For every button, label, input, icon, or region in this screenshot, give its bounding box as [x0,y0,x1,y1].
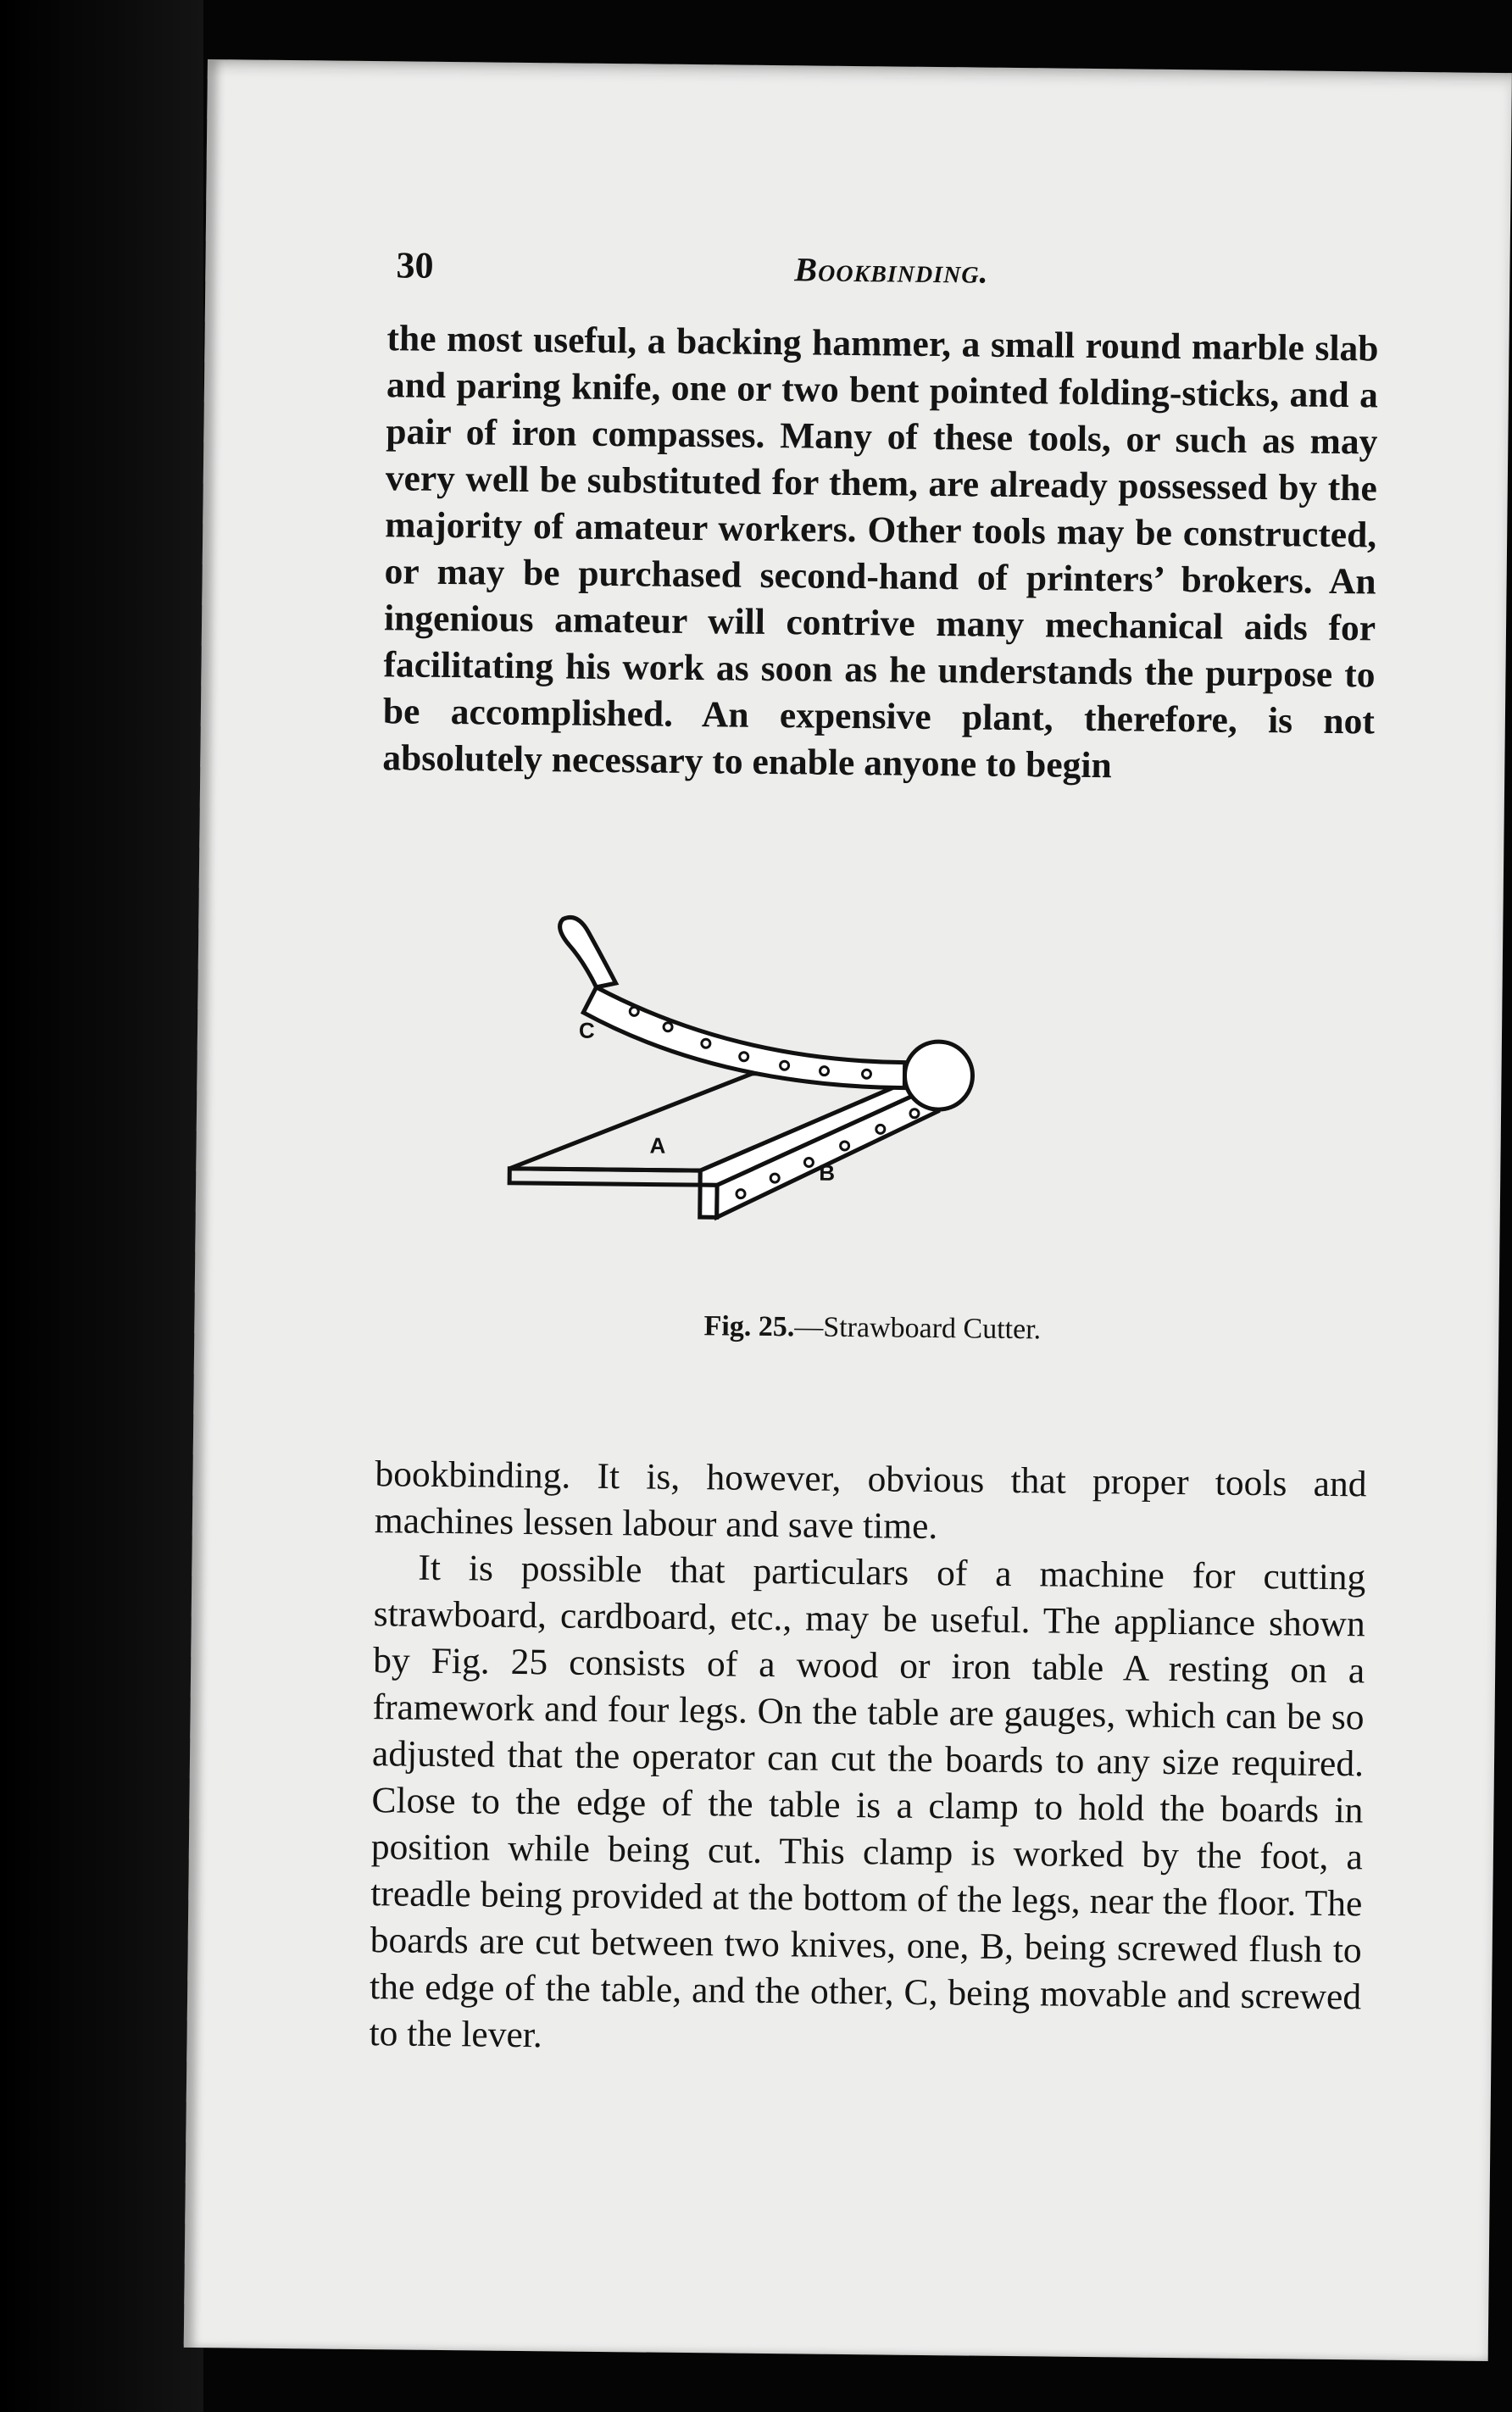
pivot-knob [904,1042,973,1110]
running-head [396,243,1371,304]
table-edge [509,1169,700,1185]
lever-knife-c [582,987,905,1088]
knife-b-end [700,1185,717,1217]
paragraph-second: It is possible that particulars of a machine for cutting strawboard, cardboard, etc., may be useful. The appliance shown by Fig. 25 consists of a wood or iron table A resting on a framework and four legs. On the table are gauges, which can be so adjusted that the operator can cut the boards to any size required. Close to the edge of the table is a clamp to hold the boards in position while being cut. This clamp is worked by the foot, a treadle being provided at the bottom of the legs, near the floor. The boards are cut between two knives, one, B, being screwed flush to the edge of the table, and the other, C, being movable and screwed to the lever. [369,1547,1366,2056]
caption-label: Fig. 25. [703,1310,795,1343]
figure-caption [376,1307,1368,1349]
body-text-top [382,315,1379,792]
label-a: A [649,1132,666,1159]
caption-text: —Strawboard Cutter. [794,1311,1042,1346]
scan-background [0,0,203,2412]
label-b: B [819,1159,836,1186]
body-text-bottom [369,1451,1366,2067]
book-page [184,59,1512,2361]
paragraph-continuation: bookbinding. It is, however, obvious that proper tools and machines lessen labour and save time. [374,1453,1367,1548]
lever-handle [559,917,617,987]
strawboard-cutter-illustration [377,909,1373,1309]
paragraph-top: the most useful, a backing hammer, a small round marble slab and paring knife, one or two bent pointed folding-sticks, and a pair of iron compasses. Many of these tools, or such as may very well be substituted for them, are already possessed by the majority of amateur workers. Other tools may be constructed, or may be purchased second-hand of printers’ brokers. An ingenious amateur will contrive many mechanical aids for facilitating his work as soon as he understands the purpose to be accomplished. An expensive plant, therefore, is not absolutely necessary to enable anyone to begin [382,318,1379,786]
running-title: Bookbinding. [794,250,989,291]
page-number: 30 [396,244,434,286]
figure-strawboard-cutter [377,909,1373,1309]
label-c: C [578,1017,595,1043]
